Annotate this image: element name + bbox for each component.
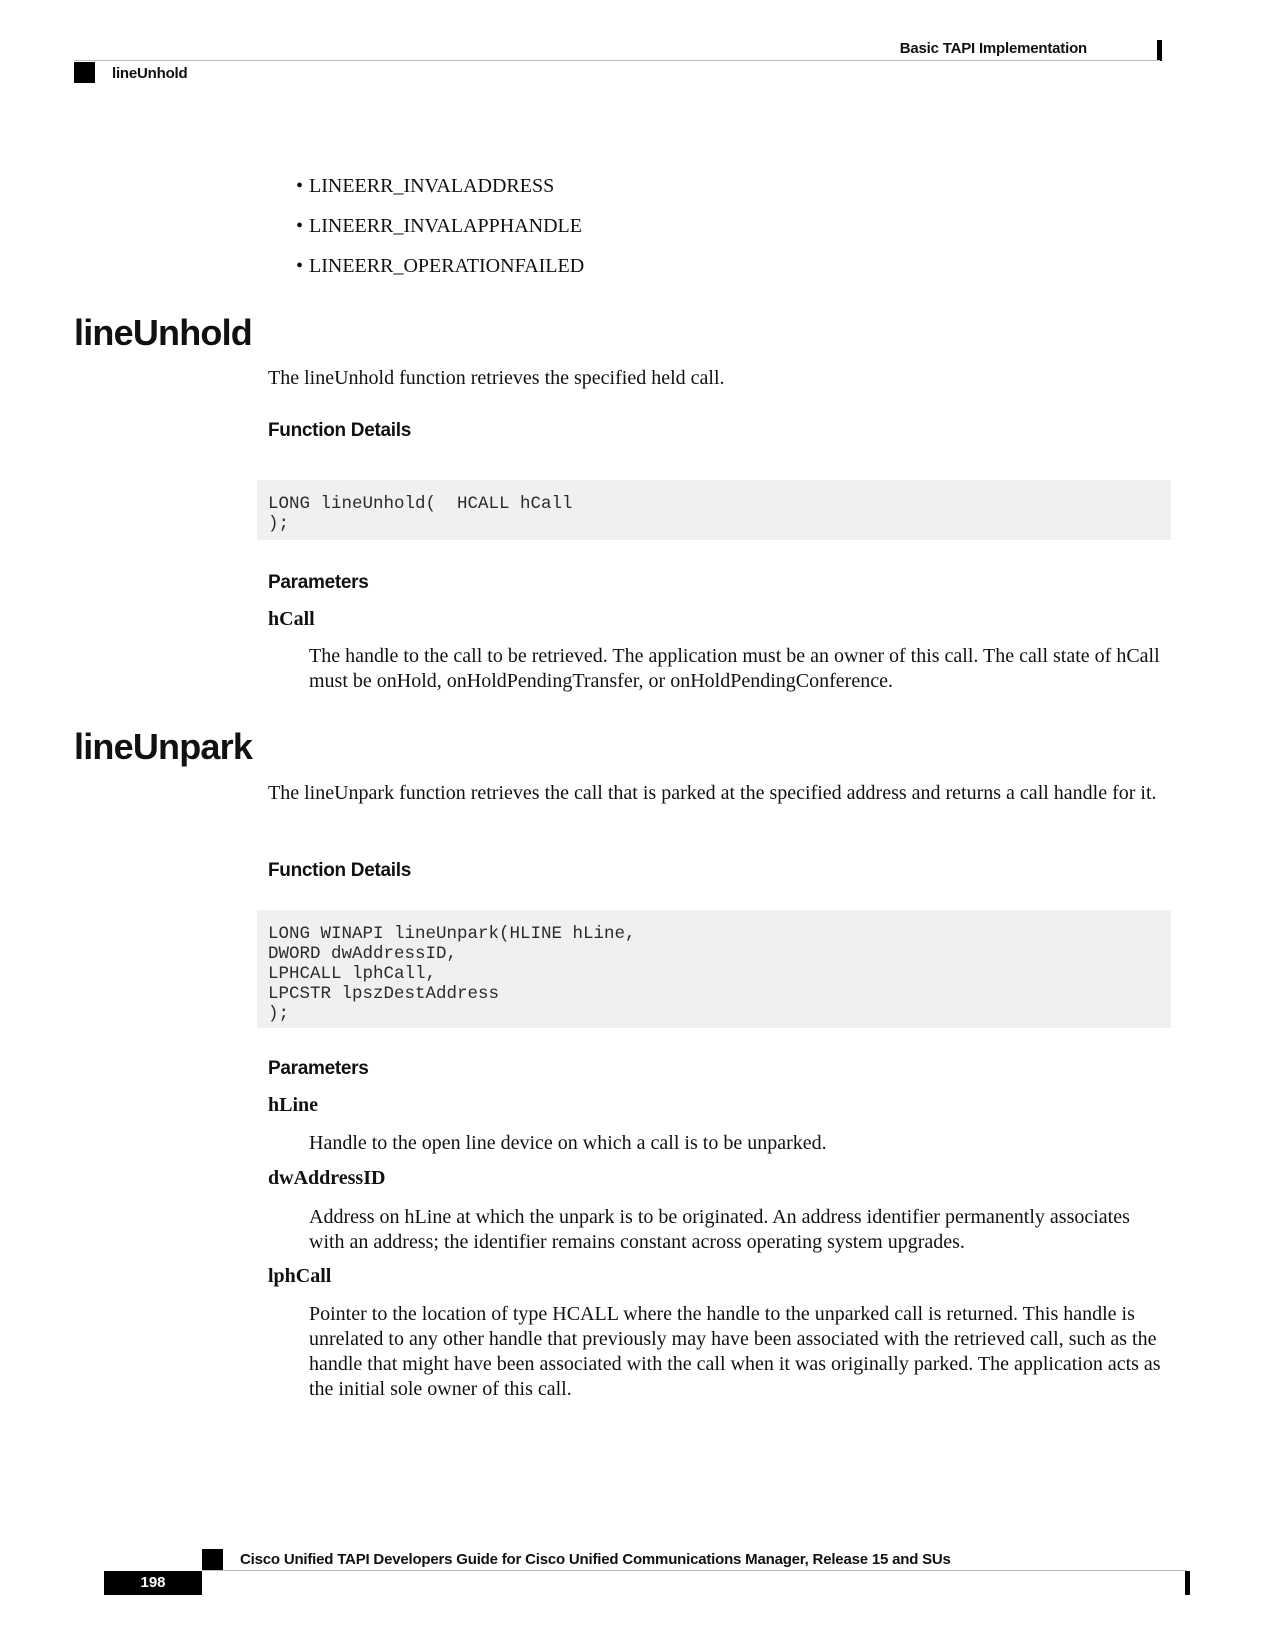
code-line: );	[268, 514, 290, 534]
lineunhold-description: The lineUnhold function retrieves the specified held call.	[268, 367, 725, 389]
section-heading-lineunpark: lineUnpark	[74, 726, 253, 767]
error-code-list	[296, 174, 584, 294]
header-marker-square	[74, 62, 95, 83]
code-line: DWORD dwAddressID,	[268, 944, 458, 964]
code-line: LPCSTR lpszDestAddress	[268, 984, 500, 1004]
lineunpark-description: The lineUnpark function retrieves the call that is parked at the specified address and returns a call handle for it.	[268, 782, 1157, 804]
code-line: LPHCALL lphCall,	[268, 964, 437, 984]
lineunhold-function-details-heading: Function Details	[268, 420, 411, 441]
header-marker-bar	[1157, 40, 1162, 61]
lineunpark-parameters-heading: Parameters	[268, 1058, 369, 1079]
code-line: );	[268, 1004, 290, 1024]
header-rule	[74, 60, 1160, 61]
param-description-lphcall: Pointer to the location of type HCALL where the handle to the unparked call is returned. This handle is unrelated to any other handle that previously may have been associated with the retrieved call, such as the handle that might have been associated with the call when it was originally parked. The application acts as the initial sole owner of this call.	[309, 1303, 1161, 1400]
lineunhold-parameters-heading: Parameters	[268, 572, 369, 593]
param-description-hcall: The handle to the call to be retrieved. The application must be an owner of this call. The call state of hCall must be onHold, onHoldPendingTransfer, or onHoldPendingConference.	[309, 645, 1160, 692]
param-description-hline: Handle to the open line device on which a call is to be unparked.	[309, 1132, 827, 1154]
code-line: LONG WINAPI lineUnpark(HLINE hLine,	[268, 924, 636, 944]
param-name-hline: hLine	[268, 1094, 319, 1116]
section-heading-lineunhold: lineUnhold	[74, 312, 252, 353]
running-header-chapter-title: Basic TAPI Implementation	[899, 40, 1087, 57]
footer-marker-bar	[1185, 1571, 1190, 1595]
param-name-hcall: hCall	[268, 608, 315, 630]
lineunhold-code-block	[257, 480, 1171, 540]
footer-book-title: Cisco Unified TAPI Developers Guide for Cisco Unified Communications Manager, Release 15 and SUs	[240, 1551, 951, 1568]
param-name-lphcall: lphCall	[268, 1265, 332, 1287]
list-item: • LINEERR_INVALAPPHANDLE	[296, 214, 584, 238]
footer-rule	[202, 1570, 1187, 1571]
footer-marker-square	[202, 1549, 223, 1570]
param-description-dwaddressid: Address on hLine at which the unpark is to be originated. An address identifier permanently associates with an address; the identifier remains constant across operating system upgrades.	[309, 1206, 1130, 1253]
lineunpark-function-details-heading: Function Details	[268, 860, 411, 881]
param-name-dwaddressid: dwAddressID	[268, 1167, 386, 1189]
page-number: 198	[104, 1571, 202, 1595]
code-line: LONG lineUnhold( HCALL hCall	[268, 494, 573, 514]
lineunpark-code-block	[257, 910, 1171, 1028]
list-item: • LINEERR_OPERATIONFAILED	[296, 254, 584, 278]
running-header-section-title: lineUnhold	[112, 65, 188, 82]
list-item: • LINEERR_INVALADDRESS	[296, 174, 584, 198]
